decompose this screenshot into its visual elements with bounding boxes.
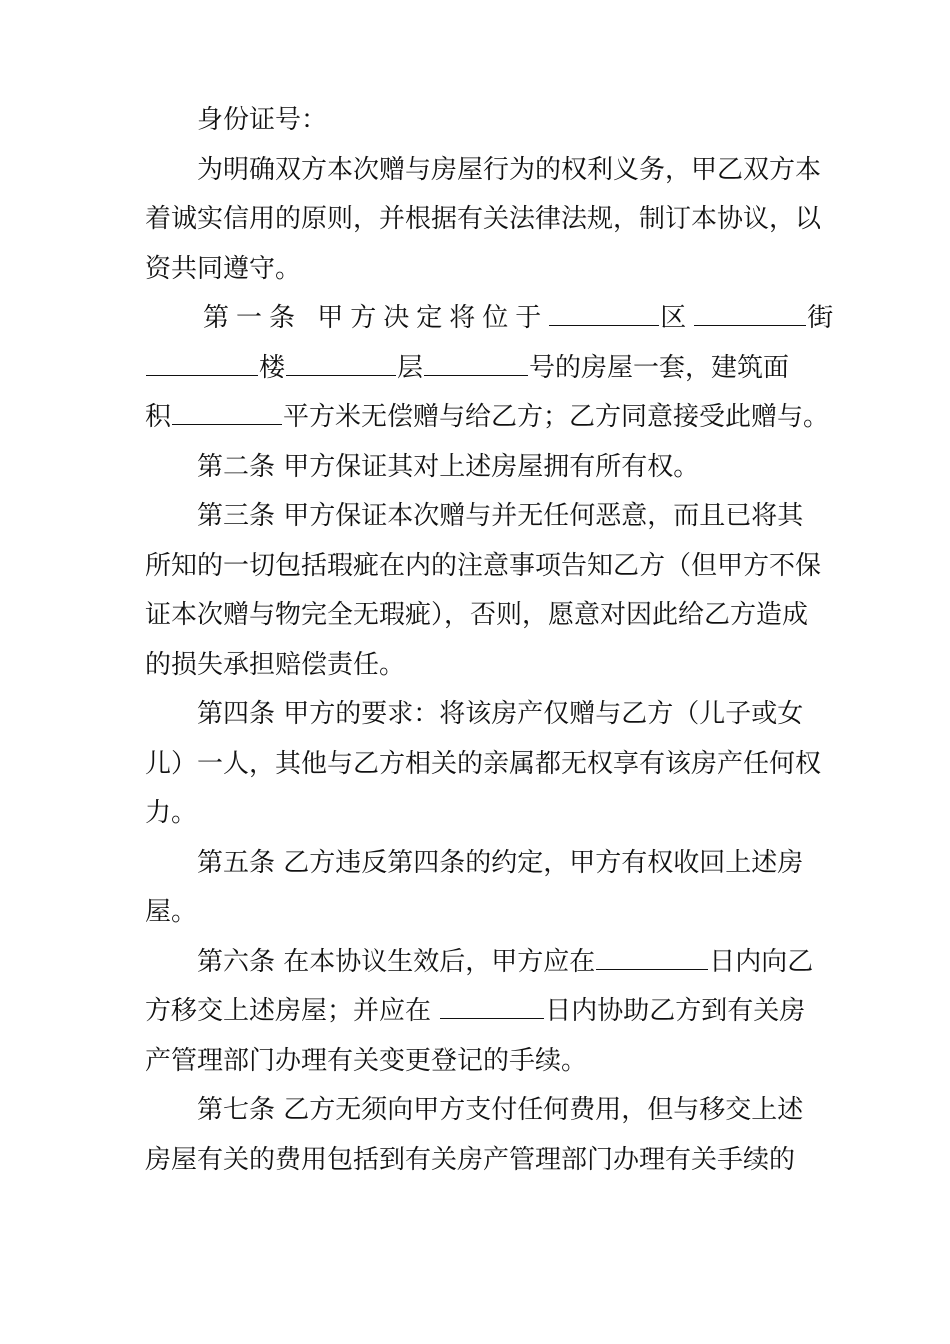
- article-5: [145, 839, 810, 938]
- article-6: [145, 938, 814, 1087]
- article-1-text: 街: [807, 303, 841, 333]
- article-6-text: 方移交上述房屋；并应在: [145, 996, 440, 1026]
- article-7: [145, 1086, 810, 1185]
- intro-line: 为明确双方本次赠与房屋行为的权利义务，甲乙双方本: [197, 154, 822, 185]
- district-blank: [549, 299, 659, 326]
- article-3-line: 第三条 甲方保证本次赠与并无任何恶意，而且已将其: [197, 501, 804, 531]
- article-6-text: 日内向乙: [709, 946, 814, 977]
- article-3-line: 所知的一切包括瑕疵在内的注意事项告知乙方（但甲方不保: [145, 550, 822, 581]
- article-6-line-2: [145, 987, 810, 1037]
- document-page: [145, 96, 841, 1185]
- article-4-line: 儿）一人，其他与乙方相关的亲属都无权享有该房产任何权: [145, 748, 822, 779]
- article-1-text: 积: [145, 402, 172, 432]
- article-6-line-1: [145, 938, 814, 988]
- unit-blank: [424, 349, 528, 376]
- article-7-line: 第七条 乙方无须向甲方支付任何费用，但与移交上述: [197, 1095, 804, 1125]
- article-4-line: 第四条 甲方的要求：将该房产仅赠与乙方（儿子或女: [197, 699, 804, 729]
- article-5-line: 第五条 乙方违反第四条的约定，甲方有权收回上述房: [197, 847, 804, 878]
- article-1-text: 层: [397, 352, 424, 383]
- article-2: [145, 443, 810, 493]
- article-5-line: 屋。: [145, 897, 198, 927]
- id-number-line: [145, 96, 810, 146]
- article-6-line-3: 产管理部门办理有关变更登记的手续。: [145, 1045, 588, 1076]
- article-2-line: 第二条 甲方保证其对上述房屋拥有所有权。: [197, 451, 700, 482]
- article-1-text: 号的房屋一套，建筑面: [529, 352, 790, 383]
- street-blank: [694, 299, 806, 326]
- area-blank: [172, 398, 282, 425]
- article-1-line-1: [145, 294, 841, 344]
- building-blank: [146, 349, 258, 376]
- article-3-line: 证本次赠与物完全无瑕疵），否则，愿意对因此给乙方造成: [145, 600, 809, 630]
- article-1-text: 平方米无偿赠与给乙方；乙方同意接受此赠与。: [283, 402, 830, 432]
- article-4-line: 力。: [145, 798, 198, 828]
- article-3: [145, 492, 822, 690]
- intro-line: 资共同遵守。: [145, 253, 302, 284]
- article-1: [145, 294, 841, 443]
- article-1-line-2: [145, 344, 810, 394]
- intro-line: 着诚实信用的原则，并根据有关法律法规，制订本协议，以: [145, 204, 822, 234]
- article-6-text: 第六条 在本协议生效后，甲方应在: [197, 946, 596, 977]
- id-number-label: 身份证号：: [197, 105, 328, 135]
- article-6-text: 日内协助乙方到有关房: [545, 996, 806, 1026]
- floor-blank: [286, 349, 396, 376]
- article-7-line: 房屋有关的费用包括到有关房产管理部门办理有关手续的: [145, 1144, 796, 1175]
- registration-days-blank: [440, 992, 544, 1019]
- intro-paragraph: [145, 146, 822, 295]
- article-1-line-3: [145, 393, 830, 443]
- article-1-text: 区: [660, 303, 694, 333]
- handover-days-blank: [596, 943, 708, 970]
- article-1-text: 楼: [259, 352, 286, 383]
- article-4: [145, 690, 822, 839]
- article-1-text: 第一条 甲方决定将位于: [203, 303, 549, 333]
- article-3-line: 的损失承担赔偿责任。: [145, 649, 406, 680]
